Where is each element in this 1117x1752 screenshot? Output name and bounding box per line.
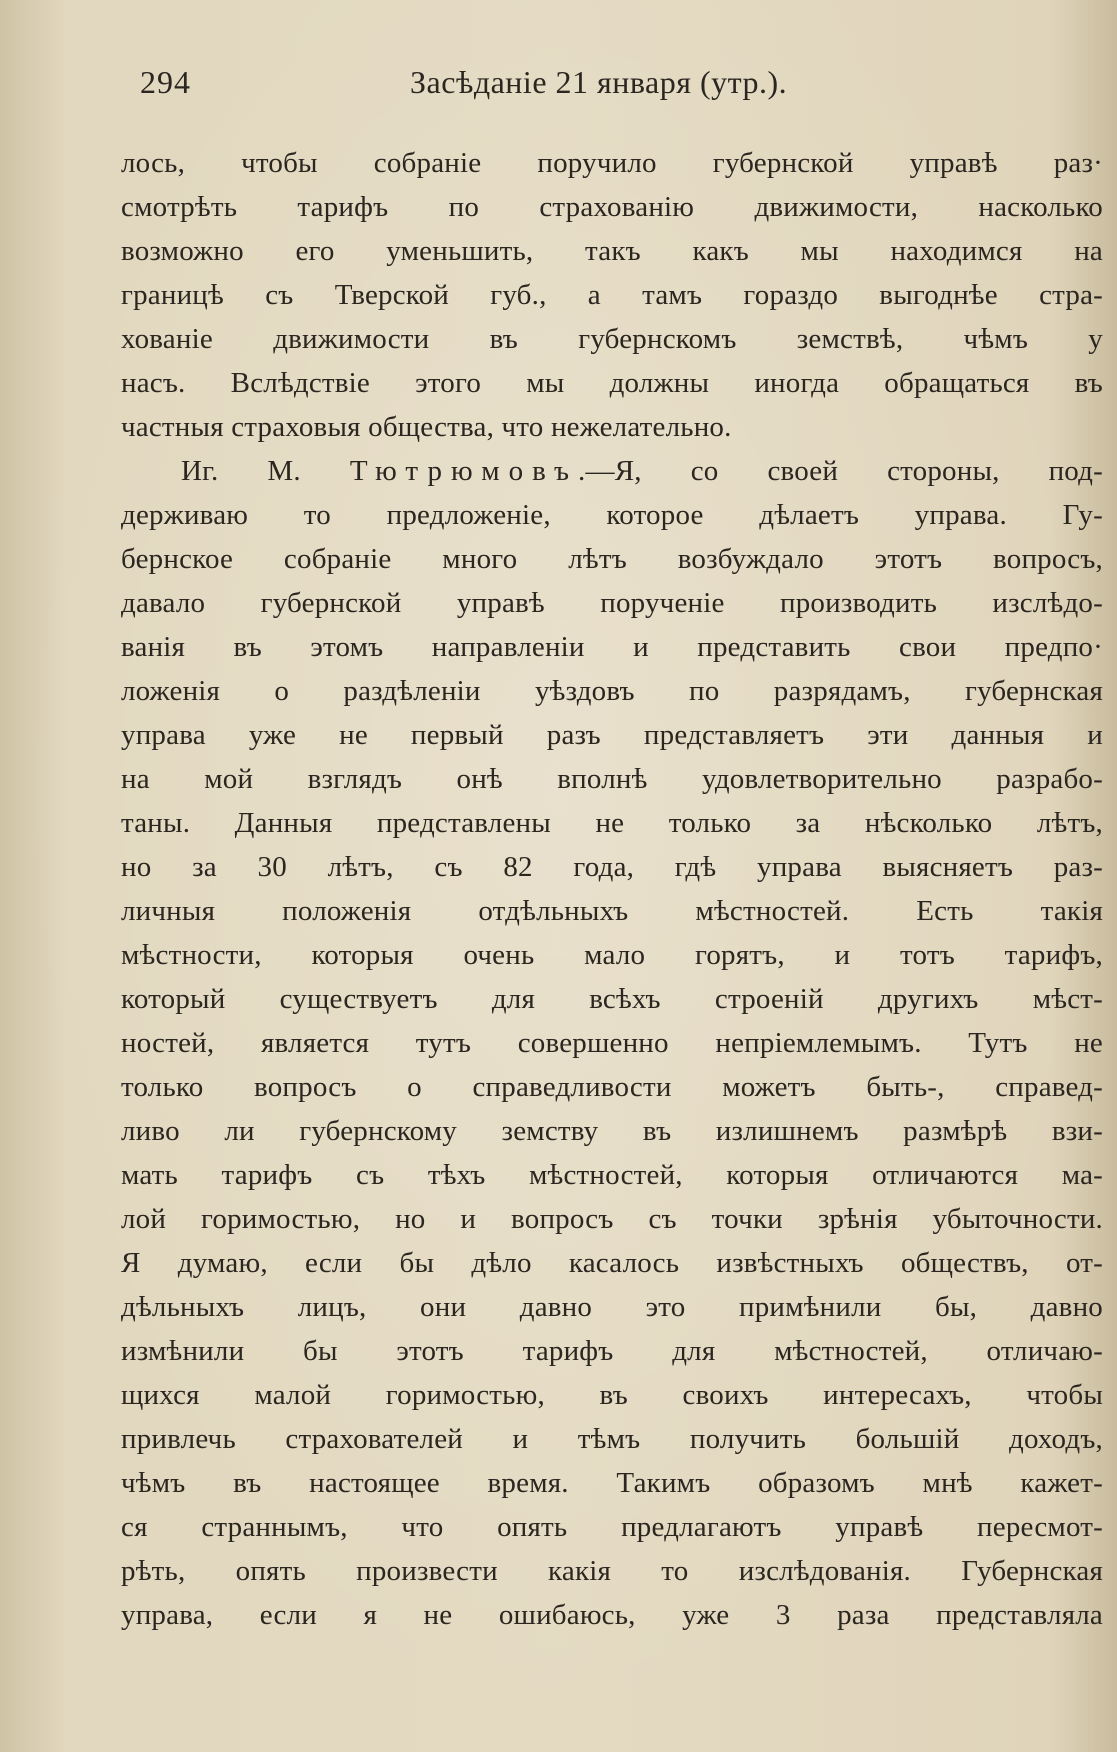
speech-first-line <box>121 449 1103 493</box>
text-line: привлечь страхователей и тѣмъ получить большій доходъ, <box>121 1423 1103 1455</box>
text-line: частныя страховыя общества, что нежелательно. <box>121 411 732 443</box>
text-line: насъ. Вслѣдствіе этого мы должны иногда обращаться въ <box>121 367 1103 399</box>
text-line: но за 30 лѣтъ, съ 82 года, гдѣ управа выясняетъ раз- <box>121 851 1103 883</box>
text-line: ся страннымъ, что опять предлагаютъ управѣ пересмот- <box>121 1511 1103 1543</box>
text-line: чѣмъ въ настоящее время. Такимъ образомъ мнѣ кажет- <box>121 1467 1103 1499</box>
text-line: Я думаю, если бы дѣло касалось извѣстныхъ обществъ, от- <box>121 1247 1103 1279</box>
text-line: ванія въ этомъ направленіи и представить свои предпо· <box>121 631 1103 663</box>
text-line: ностей, является тутъ совершенно непріемлемымъ. Тутъ не <box>121 1027 1103 1059</box>
text-line: ливо ли губернскому земству въ излишнемъ размѣрѣ взи- <box>121 1115 1103 1147</box>
text-line: только вопросъ о справедливости можетъ быть-, справед- <box>121 1071 1103 1103</box>
text-line: лось, чтобы собраніе поручило губернской управѣ раз· <box>121 147 1103 179</box>
text-line: бернское собраніе много лѣтъ возбуждало этотъ вопросъ, <box>121 543 1103 575</box>
text-line: давало губернской управѣ порученіе производить изслѣдо- <box>121 587 1103 619</box>
speech-prefix: Иг. М. <box>181 455 301 487</box>
text-line: смотрѣть тарифъ по страхованію движимости, насколько <box>121 191 1103 223</box>
text-line: личныя положенія отдѣльныхъ мѣстностей. Есть такія <box>121 895 1103 927</box>
speaker-name: Тютрюмовъ <box>349 455 579 487</box>
page-header <box>140 64 1075 114</box>
text-line: управа уже не первый разъ представляетъ эти данныя и <box>121 719 1103 751</box>
text-line: рѣть, опять произвести какія то изслѣдованія. Губернская <box>121 1555 1103 1587</box>
text-line: лой горимостью, но и вопросъ съ точки зрѣнія убыточности. <box>121 1203 1103 1235</box>
text-line: на мой взглядъ онѣ вполнѣ удовлетворительно разрабо- <box>121 763 1103 795</box>
text-line: дѣльныхъ лицъ, они давно это примѣнили бы, давно <box>121 1291 1103 1323</box>
text-line: мать тарифъ съ тѣхъ мѣстностей, которыя отличаются ма- <box>121 1159 1103 1191</box>
page-number: 294 <box>140 64 191 100</box>
text-line: таны. Данныя представлены не только за нѣсколько лѣтъ, <box>121 807 1103 839</box>
text-line: держиваю то предложеніе, которое дѣлаетъ управа. Гу- <box>121 499 1103 531</box>
body-text <box>121 141 1103 1637</box>
text-line: который существуетъ для всѣхъ строеній другихъ мѣст- <box>121 983 1103 1015</box>
speech-first-line-rest: .—Я, со своей стороны, под- <box>578 455 1103 487</box>
text-line: измѣнили бы этотъ тарифъ для мѣстностей, отличаю- <box>121 1335 1103 1367</box>
text-line: ложенія о раздѣленіи уѣздовъ по разрядамъ, губернская <box>121 675 1103 707</box>
text-line: возможно его уменьшить, такъ какъ мы находимся на <box>121 235 1103 267</box>
text-line: хованіе движимости въ губернскомъ земствѣ, чѣмъ у <box>121 323 1103 355</box>
text-line: щихся малой горимостью, въ своихъ интересахъ, чтобы <box>121 1379 1103 1411</box>
running-title: Засѣданіе 21 января (утр.). <box>410 64 788 100</box>
text-line: управа, если я не ошибаюсь, уже 3 раза представляла <box>121 1599 1103 1631</box>
text-line: мѣстности, которыя очень мало горятъ, и тотъ тарифъ, <box>121 939 1103 971</box>
text-line: границѣ съ Тверской губ., а тамъ гораздо выгоднѣе стра- <box>121 279 1103 311</box>
